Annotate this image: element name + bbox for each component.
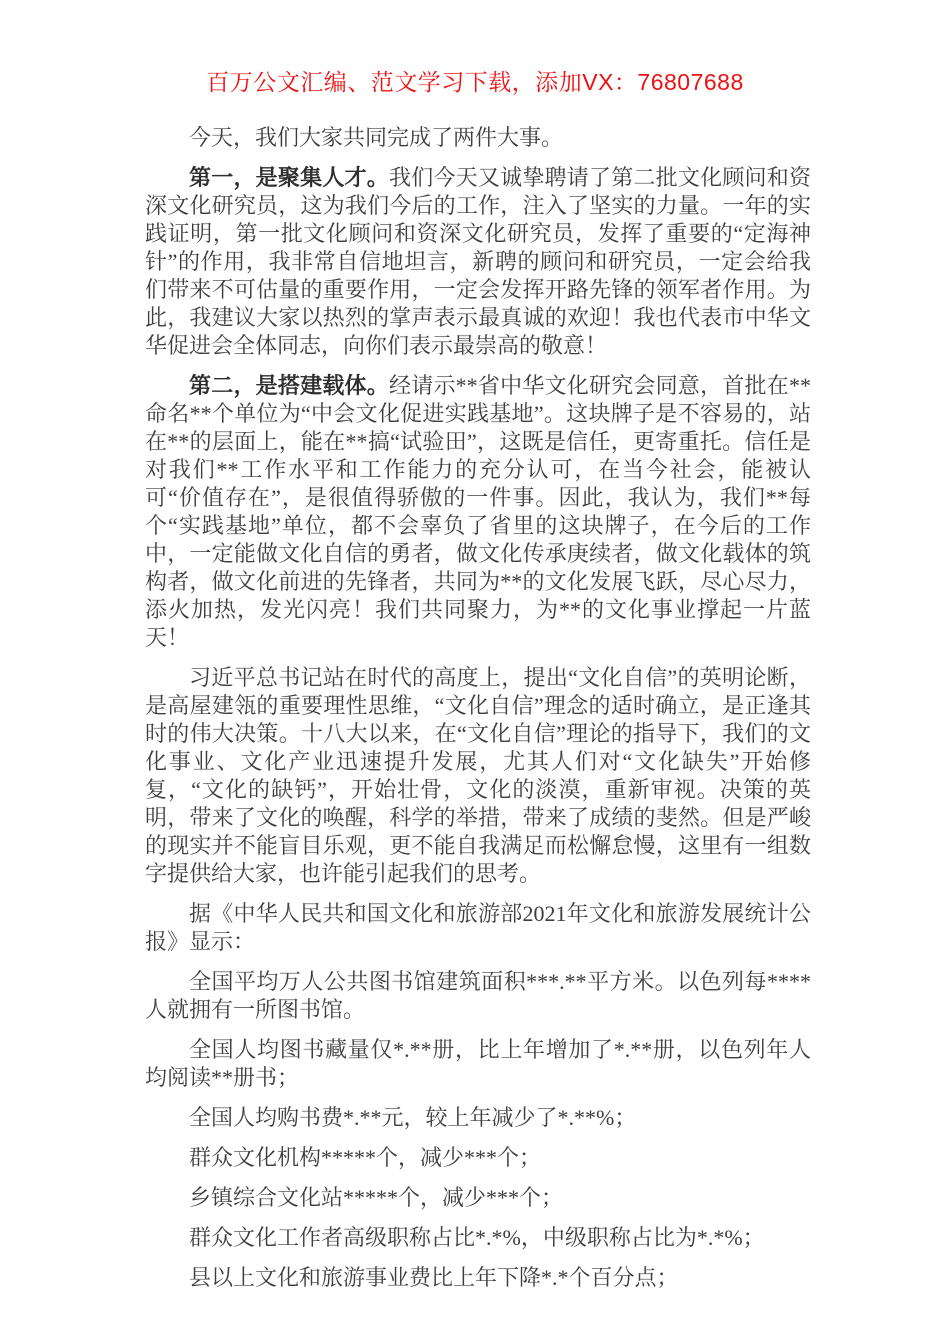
paragraph-stat-culture-orgs [145,1144,811,1172]
paragraph-text: 我们今天又诚挚聘请了第二批文化顾问和资深文化研究员，这为我们今后的工作，注入了坚实的力量。一年的实践证明，第一批文化顾问和资深文化研究员，发挥了重要的“定海神针”的作用，我非常自信地坦言，新聘的顾问和研究员，一定会给我们带来不可估量的重要作用，一定会发挥开路先锋的领军者作用。为此，我建议大家以热烈的掌声表示最真诚的欢迎！我也代表市中华文华促进会全体同志，向你们表示最崇高的敬意！ [145,165,811,358]
paragraph-lead: 第二，是搭建载体。 [189,373,389,398]
paragraph-text: 全国平均万人公共图书馆建筑面积***.**平方米。以色列每****人就拥有一所图书馆。 [145,969,811,1022]
document-body [145,124,811,1304]
paragraph-stat-township-stations [145,1184,811,1212]
paragraph-stat-worker-titles [145,1224,811,1252]
paragraph-stat-book-spending [145,1104,811,1132]
paragraph-text: 全国人均图书藏量仅*.**册，比上年增加了*.**册，以色列年人均阅读**册书； [145,1037,811,1090]
paragraph-text: 县以上文化和旅游事业费比上年下降*.*个百分点； [189,1265,679,1290]
paragraph-cultural-confidence [145,664,811,888]
paragraph-text: 全国人均购书费*.**元，较上年减少了*.**%； [189,1105,637,1130]
paragraph-text: 习近平总书记站在时代的高度上，提出“文化自信”的英明论断，是高屋建瓴的重要理性思维，“文化自信”理念的适时确立，是正逢其时的伟大决策。十八大以来，在“文化自信”理论的指导下，我们的文化事业、文化产业迅速提升发展，尤其人们对“文化缺失”开始修复，“文化的缺钙”，开始壮骨，文化的淡漠，重新审视。决策的英明，带来了文化的唤醒，科学的举措，带来了成绩的斐然。但是严峻的现实并不能盲目乐观，更不能自我满足而松懈怠慢，这里有一组数字提供给大家，也许能引起我们的思考。 [145,665,811,886]
paragraph-text: 群众文化工作者高级职称占比*.*%，中级职称占比为*.*%； [189,1225,765,1250]
paragraph-text: 经请示**省中华文化研究会同意，首批在**命名**个单位为“中会文化促进实践基地”。这块牌子是不容易的，站在**的层面上，能在**搞“试验田”，这既是信任，更寄重托。信任是对我们**工作水平和工作能力的充分认可，在当今社会，能被认可“价值存在”，是很值得骄傲的一件事。因此，我认为，我们**每个“实践基地”单位，都不会辜负了省里的这块牌子，在今后的工作中，一定能做文化自信的勇者，做文化传承庚续者，做文化载体的筑构者，做文化前进的先锋者，共同为**的文化发展飞跃，尽心尽力，添火加热，发光闪亮！我们共同聚力，为**的文化事业撑起一片蓝天！ [145,373,811,650]
paragraph-intro [145,124,811,152]
paragraph-second-point [145,372,811,652]
paragraph-statistics-source [145,900,811,956]
paragraph-lead: 第一，是聚集人才。 [189,165,389,190]
paragraph-text: 今天，我们大家共同完成了两件大事。 [189,125,564,150]
paragraph-text: 乡镇综合文化站*****个，减少***个； [189,1185,564,1210]
paragraph-text: 群众文化机构*****个，减少***个； [189,1145,542,1170]
paragraph-stat-library-area [145,968,811,1024]
paragraph-stat-book-collection [145,1036,811,1092]
paragraph-stat-funding-drop [145,1264,811,1292]
promo-banner: 百万公文汇编、范文学习下载，添加VX：76807688 [206,69,744,95]
paragraph-first-point [145,164,811,360]
paragraph-text: 据《中华人民共和国文化和旅游部2021年文化和旅游发展统计公报》显示： [145,901,811,954]
